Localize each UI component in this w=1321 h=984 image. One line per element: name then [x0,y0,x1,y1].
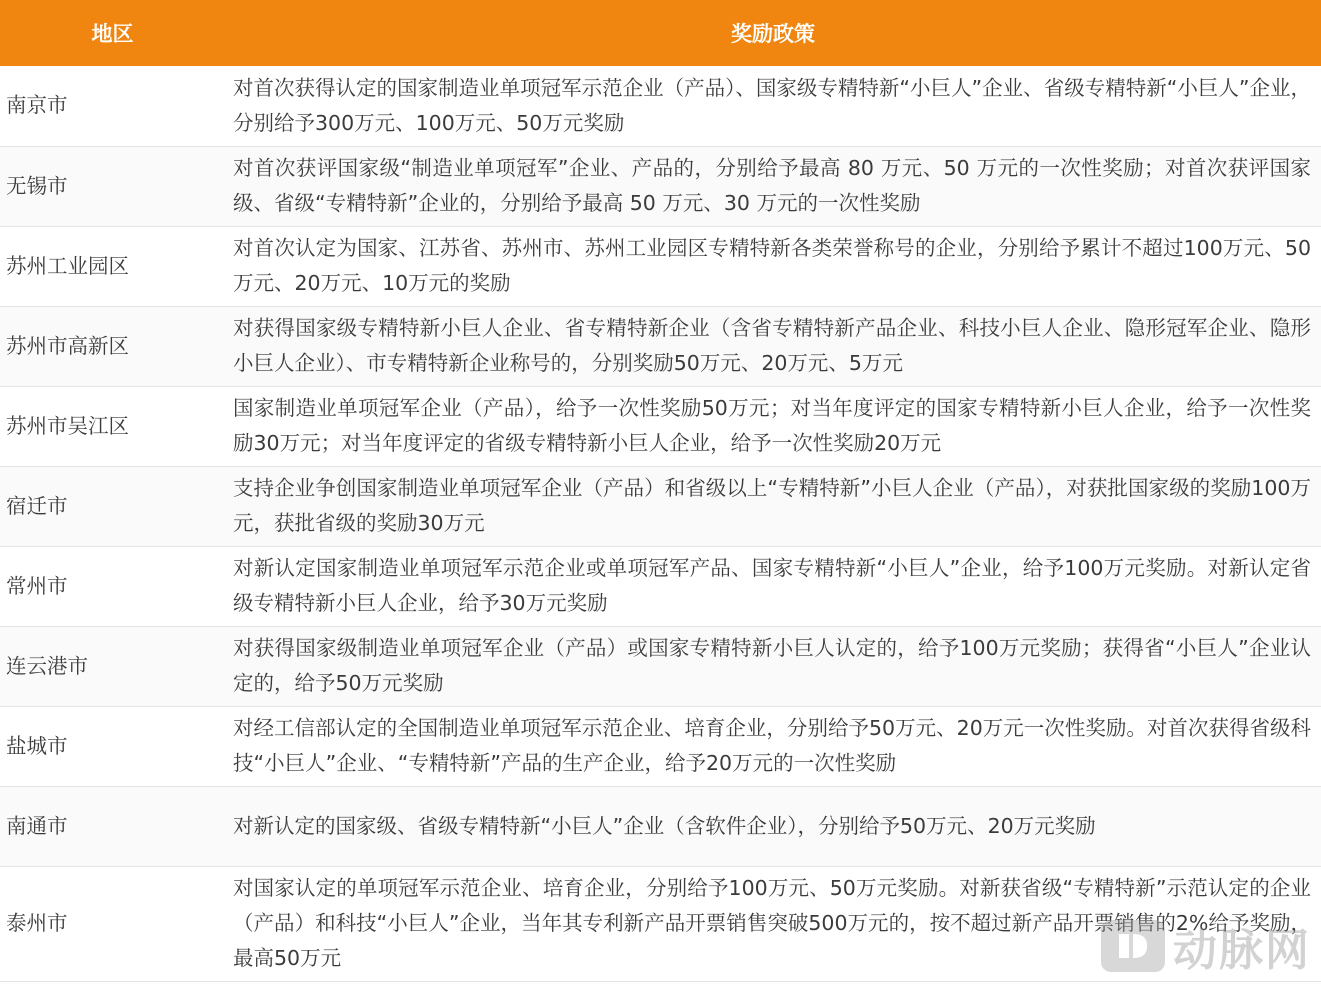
region-cell: 泰州市 [0,866,225,981]
region-cell: 宿迁市 [0,466,225,546]
table-row [0,306,1321,386]
policy-cell: 对获得国家级专精特新小巨人企业、省专精特新企业（含省专精特新产品企业、科技小巨人企业、隐形冠军企业、隐形小巨人企业）、市专精特新企业称号的，分别奖励50万元、20万元、5万元 [225,306,1321,386]
policy-cell: 国家制造业单项冠军企业（产品），给予一次性奖励50万元；对当年度评定的国家专精特新小巨人企业，给予一次性奖励30万元；对当年度评定的省级专精特新小巨人企业，给予一次性奖励20万元 [225,386,1321,466]
region-cell: 苏州市高新区 [0,306,225,386]
table-row [0,866,1321,981]
table-body [0,66,1321,981]
region-cell: 苏州工业园区 [0,226,225,306]
table-row [0,226,1321,306]
region-cell: 盐城市 [0,706,225,786]
header-region: 地区 [0,0,225,66]
table-row [0,626,1321,706]
table-row [0,386,1321,466]
policy-cell: 对首次获评国家级“制造业单项冠军”企业、产品的，分别给予最高 80 万元、50 万元的一次性奖励；对首次获评国家级、省级“专精特新”企业的，分别给予最高 50 万元、30 万元的一次性奖励 [225,146,1321,226]
table-row [0,146,1321,226]
policy-cell: 对新认定国家制造业单项冠军示范企业或单项冠军产品、国家专精特新“小巨人”企业，给予100万元奖励。对新认定省级专精特新小巨人企业，给予30万元奖励 [225,546,1321,626]
policy-cell: 对经工信部认定的全国制造业单项冠军示范企业、培育企业，分别给予50万元、20万元一次性奖励。对首次获得省级科技“小巨人”企业、“专精特新”产品的生产企业，给予20万元的一次性奖励 [225,706,1321,786]
region-cell: 南京市 [0,66,225,146]
header-policy: 奖励政策 [225,0,1321,66]
policy-cell: 对首次获得认定的国家制造业单项冠军示范企业（产品）、国家级专精特新“小巨人”企业、省级专精特新“小巨人”企业，分别给予300万元、100万元、50万元奖励 [225,66,1321,146]
table-row [0,66,1321,146]
watermark-text: 动脉网 [1173,925,1311,976]
table-row [0,546,1321,626]
region-cell: 连云港市 [0,626,225,706]
table-header [0,0,1321,66]
region-cell: 苏州市吴江区 [0,386,225,466]
policy-cell: 支持企业争创国家制造业单项冠军企业（产品）和省级以上“专精特新”小巨人企业（产品），对获批国家级的奖励100万元，获批省级的奖励30万元 [225,466,1321,546]
table-row [0,466,1321,546]
header-row [0,0,1321,66]
table-row [0,786,1321,866]
policy-cell: 对获得国家级制造业单项冠军企业（产品）或国家专精特新小巨人认定的，给予100万元奖励；获得省“小巨人”企业认定的，给予50万元奖励 [225,626,1321,706]
table-row [0,706,1321,786]
policy-cell: 对新认定的国家级、省级专精特新“小巨人”企业（含软件企业），分别给予50万元、20万元奖励 [225,786,1321,866]
policy-cell: 对首次认定为国家、江苏省、苏州市、苏州工业园区专精特新各类荣誉称号的企业，分别给予累计不超过100万元、50万元、20万元、10万元的奖励 [225,226,1321,306]
region-cell: 无锡市 [0,146,225,226]
region-cell: 常州市 [0,546,225,626]
policy-cell: 对国家认定的单项冠军示范企业、培育企业，分别给予100万元、50万元奖励。对新获省级“专精特新”示范认定的企业（产品）和科技“小巨人”企业，当年其专利新产品开票销售突破500万元的，按不超过新产品开票销售的2%给予奖励，最高50万元 [225,866,1321,981]
region-cell: 南通市 [0,786,225,866]
